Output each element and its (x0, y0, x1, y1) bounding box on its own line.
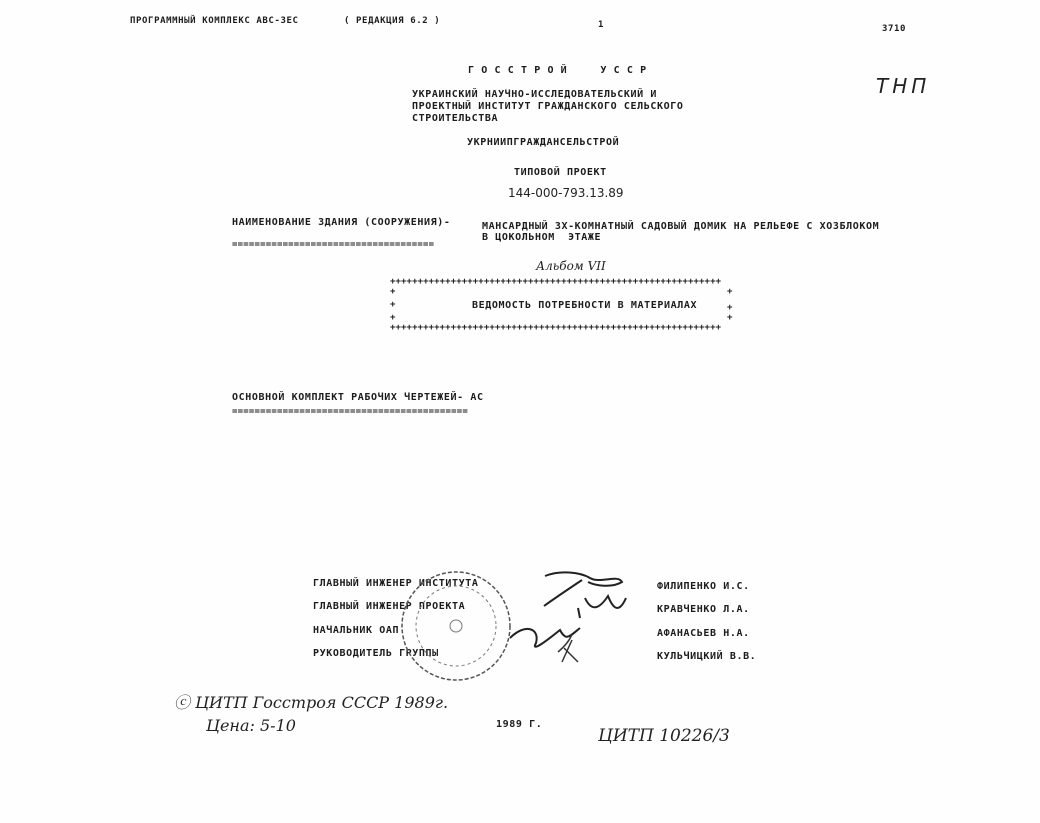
box-left-plus: + (390, 300, 396, 310)
page-number: 1 (598, 20, 605, 30)
name-filipenko: ФИЛИПЕНКО И.С. (657, 581, 750, 592)
tnp-mark: ТНП (876, 74, 931, 98)
role-head-oap: НАЧАЛЬНИК ОАП (313, 625, 400, 636)
name-kulchitsky: КУЛЬЧИЦКИЙ В.В. (657, 651, 757, 662)
album-number: Альбом VII (536, 259, 606, 273)
building-name-underline: ==================================== (232, 240, 435, 250)
project-number: 144-000-793.13.89 (508, 186, 624, 200)
drawing-set-underline: ========================================== (232, 407, 468, 417)
institute-abbr: УКРНИИПГРАЖДАНСЕЛЬСТРОЙ (467, 137, 620, 148)
name-afanasyev: АФАНАСЬЕВ Н.А. (657, 628, 750, 639)
box-title: ВЕДОМОСТЬ ПОТРЕБНОСТИ В МАТЕРИАЛАХ (472, 300, 698, 311)
box-right-plus: + (727, 303, 733, 313)
box-right-plus: + (727, 287, 733, 297)
box-left-plus: + (390, 287, 396, 297)
building-name-line-1: МАНСАРДНЫЙ 3Х-КОМНАТНЫЙ САДОВЫЙ ДОМИК НА РЕЛЬЕФЕ С ХОЗБЛОКОМ (482, 221, 880, 232)
building-name-label: НАИМЕНОВАНИЕ ЗДАНИЯ (СООРУЖЕНИЯ)- (232, 217, 451, 228)
box-bottom-border: ++++++++++++++++++++++++++++++++++++++++++++++++++++++++++++ (390, 323, 722, 333)
name-kravchenko: КРАВЧЕНКО Л.А. (657, 604, 750, 615)
institute-line-1: УКРАИНСКИЙ НАУЧНО-ИССЛЕДОВАТЕЛЬСКИЙ И (412, 89, 657, 100)
price-note: Цена: 5-10 (206, 716, 296, 735)
project-type-label: ТИПОВОЙ ПРОЕКТ (514, 167, 607, 178)
copyright-note: ⓒ ЦИТП Госстроя СССР 1989г. (174, 693, 449, 712)
institute-line-2: ПРОЕКТНЫЙ ИНСТИТУТ ГРАЖДАНСКОГО СЕЛЬСКОГО (412, 101, 684, 112)
box-top-border: ++++++++++++++++++++++++++++++++++++++++++++++++++++++++++++ (390, 277, 722, 287)
inventory-number: ЦИТП 10226/3 (598, 726, 730, 746)
box-left-plus: + (390, 313, 396, 323)
institute-line-3: СТРОИТЕЛЬСТВА (412, 113, 499, 124)
year: 1989 Г. (496, 719, 543, 730)
role-chief-engineer-project: ГЛАВНЫЙ ИНЖЕНЕР ПРОЕКТА (313, 601, 466, 612)
program-name: ПРОГРАММНЫЙ КОМПЛЕКС АВС-ЗЕС (130, 16, 299, 26)
signatures-handwritten (500, 568, 630, 668)
box-right-plus: + (727, 313, 733, 323)
building-name-line-2: В ЦОКОЛЬНОМ ЭТАЖЕ (482, 232, 602, 243)
drawing-set-label: ОСНОВНОЙ КОМПЛЕКТ РАБОЧИХ ЧЕРТЕЖЕЙ- АС (232, 392, 484, 403)
gosstroy-heading: Г О С С Т Р О Й У С С Р (468, 65, 647, 76)
role-group-leader: РУКОВОДИТЕЛЬ ГРУППЫ (313, 648, 439, 659)
edition: ( РЕДАКЦИЯ 6.2 ) (344, 16, 441, 26)
doc-number: 3710 (882, 24, 907, 34)
role-chief-engineer-institute: ГЛАВНЫЙ ИНЖЕНЕР ИНСТИТУТА (313, 578, 479, 589)
